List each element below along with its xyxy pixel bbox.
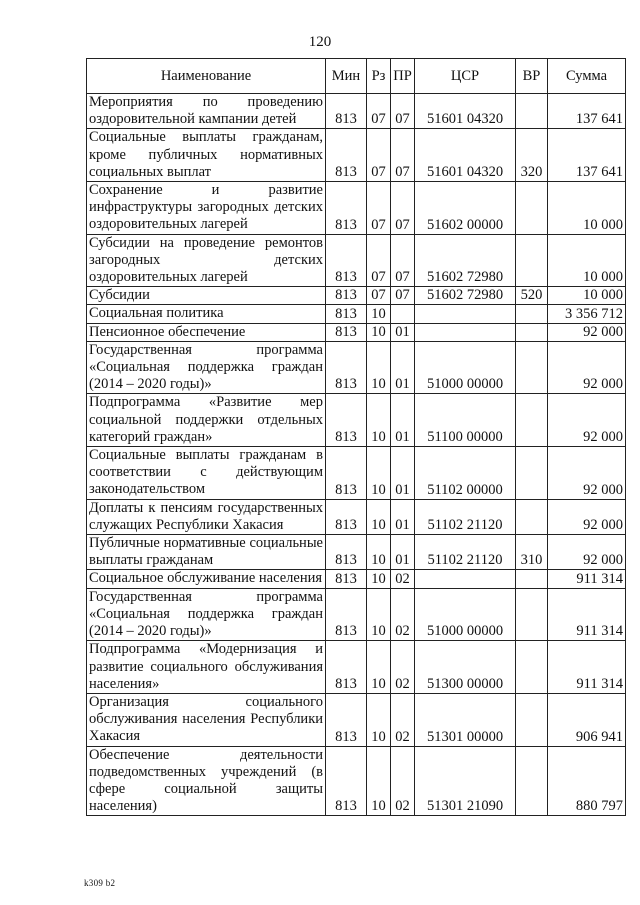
cell-min: 813 <box>326 341 367 394</box>
cell-sum: 906 941 <box>548 693 626 746</box>
cell-rz: 10 <box>367 447 391 500</box>
cell-rz: 10 <box>367 588 391 641</box>
footer-code: k309 b2 <box>84 878 116 888</box>
cell-sum: 92 000 <box>548 535 626 570</box>
cell-sum: 10 000 <box>548 287 626 305</box>
cell-sum: 911 314 <box>548 641 626 694</box>
cell-vr <box>516 499 548 534</box>
cell-pr <box>391 305 415 323</box>
cell-vr <box>516 323 548 341</box>
cell-min: 813 <box>326 323 367 341</box>
cell-csr: 51602 00000 <box>415 182 516 235</box>
cell-sum: 92 000 <box>548 394 626 447</box>
cell-rz: 10 <box>367 570 391 588</box>
cell-pr: 02 <box>391 693 415 746</box>
table-row <box>87 234 626 287</box>
cell-csr: 51102 00000 <box>415 447 516 500</box>
cell-rz: 10 <box>367 693 391 746</box>
table-row <box>87 588 626 641</box>
cell-vr <box>516 588 548 641</box>
table-row <box>87 287 626 305</box>
cell-name: Социальные выплаты гражданам, кроме публичных нормативных социальных выплат <box>87 129 326 182</box>
cell-rz: 10 <box>367 746 391 816</box>
cell-pr: 01 <box>391 341 415 394</box>
cell-min: 813 <box>326 94 367 129</box>
cell-sum: 911 314 <box>548 570 626 588</box>
cell-sum: 3 356 712 <box>548 305 626 323</box>
cell-rz: 10 <box>367 323 391 341</box>
cell-vr <box>516 641 548 694</box>
cell-rz: 07 <box>367 94 391 129</box>
cell-rz: 10 <box>367 641 391 694</box>
cell-sum: 92 000 <box>548 499 626 534</box>
cell-vr <box>516 693 548 746</box>
cell-min: 813 <box>326 182 367 235</box>
cell-min: 813 <box>326 499 367 534</box>
header-rz: Рз <box>367 59 391 94</box>
table-row <box>87 499 626 534</box>
cell-csr: 51301 21090 <box>415 746 516 816</box>
cell-vr <box>516 94 548 129</box>
header-min: Мин <box>326 59 367 94</box>
cell-csr: 51102 21120 <box>415 499 516 534</box>
cell-pr: 01 <box>391 323 415 341</box>
cell-csr: 51601 04320 <box>415 94 516 129</box>
cell-vr: 320 <box>516 129 548 182</box>
cell-name: Подпрограмма «Развитие мер социальной поддержки отдельных категорий граждан» <box>87 394 326 447</box>
cell-min: 813 <box>326 693 367 746</box>
header-csr: ЦСР <box>415 59 516 94</box>
header-pr: ПР <box>391 59 415 94</box>
cell-vr <box>516 182 548 235</box>
table-row <box>87 447 626 500</box>
table-row <box>87 746 626 816</box>
cell-csr: 51602 72980 <box>415 287 516 305</box>
table-row <box>87 341 626 394</box>
cell-sum: 137 641 <box>548 94 626 129</box>
cell-csr: 51102 21120 <box>415 535 516 570</box>
cell-name: Сохранение и развитие инфраструктуры загородных детских оздоровительных лагерей <box>87 182 326 235</box>
cell-pr: 01 <box>391 499 415 534</box>
cell-min: 813 <box>326 394 367 447</box>
cell-vr <box>516 746 548 816</box>
cell-name: Организация социального обслуживания населения Республики Хакасия <box>87 693 326 746</box>
table-row <box>87 394 626 447</box>
cell-rz: 10 <box>367 341 391 394</box>
cell-sum: 92 000 <box>548 341 626 394</box>
table-row <box>87 305 626 323</box>
cell-vr <box>516 570 548 588</box>
cell-sum: 137 641 <box>548 129 626 182</box>
cell-pr: 07 <box>391 234 415 287</box>
cell-rz: 07 <box>367 129 391 182</box>
cell-min: 813 <box>326 570 367 588</box>
cell-min: 813 <box>326 746 367 816</box>
cell-name: Мероприятия по проведению оздоровительной кампании детей <box>87 94 326 129</box>
table-header-row <box>87 59 626 94</box>
cell-rz: 10 <box>367 535 391 570</box>
table-row <box>87 693 626 746</box>
table-row <box>87 570 626 588</box>
cell-csr <box>415 323 516 341</box>
cell-pr: 01 <box>391 394 415 447</box>
cell-sum: 10 000 <box>548 234 626 287</box>
cell-vr <box>516 234 548 287</box>
cell-pr: 07 <box>391 182 415 235</box>
cell-pr: 02 <box>391 570 415 588</box>
cell-sum: 10 000 <box>548 182 626 235</box>
cell-min: 813 <box>326 129 367 182</box>
header-sum: Сумма <box>548 59 626 94</box>
cell-name: Государственная программа «Социальная поддержка граждан (2014 – 2020 годы)» <box>87 341 326 394</box>
cell-min: 813 <box>326 287 367 305</box>
cell-name: Публичные нормативные социальные выплаты гражданам <box>87 535 326 570</box>
cell-name: Доплаты к пенсиям государственных служащих Республики Хакасия <box>87 499 326 534</box>
table-row <box>87 323 626 341</box>
header-vr: ВР <box>516 59 548 94</box>
cell-vr: 520 <box>516 287 548 305</box>
cell-csr: 51100 00000 <box>415 394 516 447</box>
cell-csr: 51000 00000 <box>415 341 516 394</box>
cell-sum: 92 000 <box>548 323 626 341</box>
cell-csr <box>415 305 516 323</box>
cell-rz: 07 <box>367 287 391 305</box>
cell-pr: 02 <box>391 641 415 694</box>
cell-pr: 01 <box>391 447 415 500</box>
cell-min: 813 <box>326 234 367 287</box>
cell-name: Подпрограмма «Модернизация и развитие социального обслуживания населения» <box>87 641 326 694</box>
cell-sum: 911 314 <box>548 588 626 641</box>
cell-min: 813 <box>326 641 367 694</box>
cell-rz: 07 <box>367 182 391 235</box>
cell-pr: 02 <box>391 588 415 641</box>
cell-pr: 01 <box>391 535 415 570</box>
cell-csr <box>415 570 516 588</box>
cell-min: 813 <box>326 305 367 323</box>
cell-csr: 51300 00000 <box>415 641 516 694</box>
table-row <box>87 535 626 570</box>
cell-vr <box>516 305 548 323</box>
cell-name: Обеспечение деятельности подведомственных учреждений (в сфере социальной защиты населения) <box>87 746 326 816</box>
cell-vr: 310 <box>516 535 548 570</box>
cell-name: Субсидии на проведение ремонтов загородных детских оздоровительных лагерей <box>87 234 326 287</box>
cell-sum: 880 797 <box>548 746 626 816</box>
cell-pr: 02 <box>391 746 415 816</box>
cell-rz: 10 <box>367 394 391 447</box>
cell-pr: 07 <box>391 94 415 129</box>
budget-table <box>86 58 626 816</box>
cell-csr: 51602 72980 <box>415 234 516 287</box>
cell-sum: 92 000 <box>548 447 626 500</box>
cell-name: Социальная политика <box>87 305 326 323</box>
cell-vr <box>516 447 548 500</box>
cell-name: Субсидии <box>87 287 326 305</box>
page-number: 120 <box>308 34 332 50</box>
cell-min: 813 <box>326 447 367 500</box>
cell-vr <box>516 341 548 394</box>
cell-csr: 51301 00000 <box>415 693 516 746</box>
table-row <box>87 94 626 129</box>
cell-rz: 10 <box>367 305 391 323</box>
cell-pr: 07 <box>391 129 415 182</box>
cell-rz: 10 <box>367 499 391 534</box>
cell-csr: 51601 04320 <box>415 129 516 182</box>
header-name: Наименование <box>87 59 326 94</box>
cell-name: Государственная программа «Социальная поддержка граждан (2014 – 2020 годы)» <box>87 588 326 641</box>
table-row <box>87 641 626 694</box>
cell-name: Пенсионное обеспечение <box>87 323 326 341</box>
cell-name: Социальные выплаты гражданам в соответствии с действующим законодательством <box>87 447 326 500</box>
cell-min: 813 <box>326 588 367 641</box>
cell-rz: 07 <box>367 234 391 287</box>
cell-pr: 07 <box>391 287 415 305</box>
table-row <box>87 182 626 235</box>
cell-min: 813 <box>326 535 367 570</box>
table-row <box>87 129 626 182</box>
cell-vr <box>516 394 548 447</box>
cell-name: Социальное обслуживание населения <box>87 570 326 588</box>
cell-csr: 51000 00000 <box>415 588 516 641</box>
